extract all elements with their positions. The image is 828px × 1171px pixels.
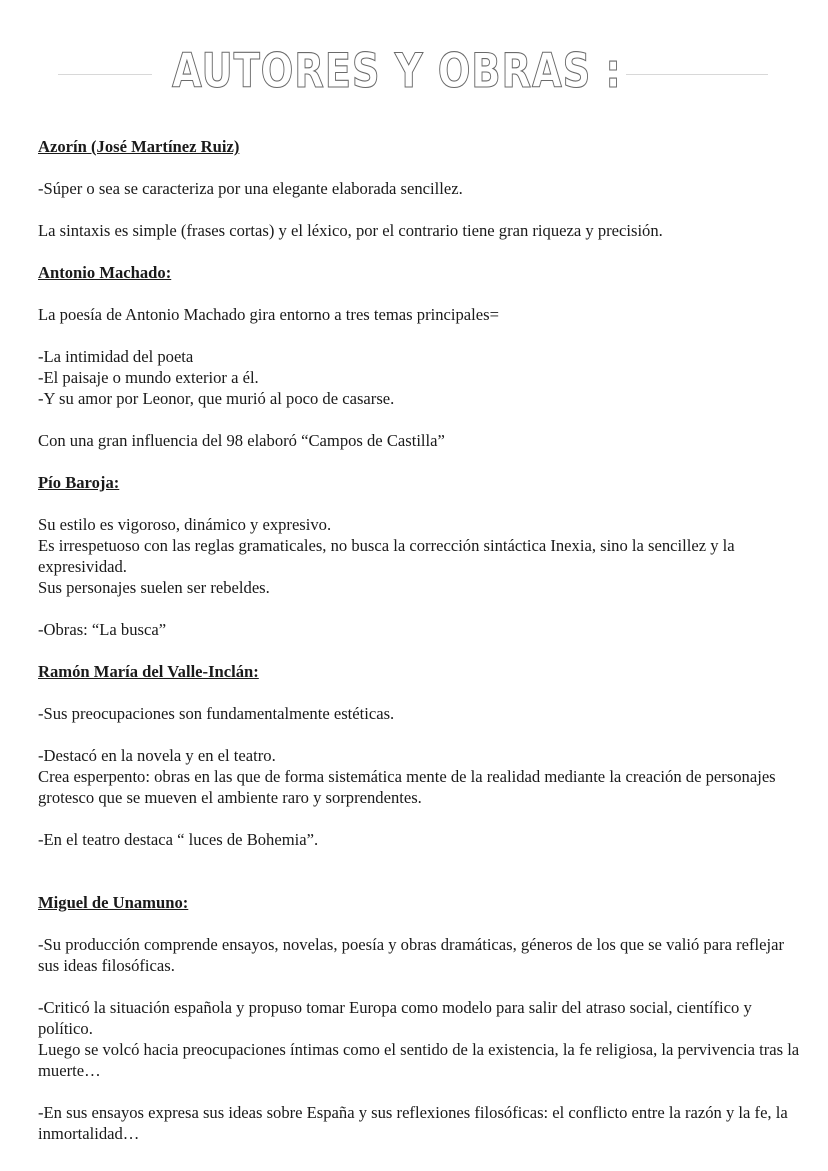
- paragraph: La sintaxis es simple (frases cortas) y el léxico, por el contrario tiene gran riqueza y precisión.: [38, 221, 663, 240]
- page-header: [0, 44, 828, 100]
- theme-list: [38, 346, 800, 409]
- text-line: Su estilo es vigoroso, dinámico y expresivo.: [38, 515, 332, 534]
- section-heading: Pío Baroja:: [38, 473, 120, 492]
- list-item: -Y su amor por Leonor, que murió al poco de casarse.: [38, 389, 395, 408]
- section-baroja: [38, 472, 800, 640]
- title-divider-left: [58, 74, 152, 75]
- paragraph: -En sus ensayos expresa sus ideas sobre España y sus reflexiones filosóficas: el conflicto entre la razón y la fe, la inmortalidad…: [38, 1103, 788, 1143]
- section-azorin: [38, 136, 800, 241]
- list-item: -La intimidad del poeta: [38, 347, 194, 366]
- paragraph: [38, 997, 800, 1081]
- section-heading: Ramón María del Valle-Inclán:: [38, 662, 259, 681]
- text-line: Es irrespetuoso con las reglas gramaticales, no busca la corrección sintáctica Inexia, sino la sencillez y la expresividad.: [38, 536, 735, 576]
- section-heading: Azorín (José Martínez Ruiz): [38, 137, 240, 156]
- paragraph: La poesía de Antonio Machado gira entorno a tres temas principales=: [38, 305, 499, 324]
- paragraph: -Obras: “La busca”: [38, 620, 167, 639]
- title-divider-right: [626, 74, 768, 75]
- list-item: -El paisaje o mundo exterior a él.: [38, 368, 259, 387]
- section-unamuno: [38, 892, 800, 1144]
- section-heading: Antonio Machado:: [38, 263, 172, 282]
- paragraph: -Sus preocupaciones son fundamentalmente estéticas.: [38, 704, 395, 723]
- paragraph: [38, 745, 800, 808]
- section-valle-inclan: [38, 661, 800, 850]
- paragraph: Con una gran influencia del 98 elaboró “Campos de Castilla”: [38, 431, 445, 450]
- page-title: AUTORES Y OBRAS :: [172, 44, 622, 99]
- text-line: Crea esperpento: obras en las que de forma sistemática mente de la realidad mediante la creación de personajes grotesco que se mueven el ambiente raro y sorprendentes.: [38, 767, 776, 807]
- paragraph: -Súper o sea se caracteriza por una elegante elaborada sencillez.: [38, 179, 463, 198]
- document-body: [38, 136, 800, 1165]
- paragraph: -En el teatro destaca “ luces de Bohemia”.: [38, 830, 319, 849]
- section-heading: Miguel de Unamuno:: [38, 893, 189, 912]
- section-machado: [38, 262, 800, 451]
- paragraph: -Su producción comprende ensayos, novelas, poesía y obras dramáticas, géneros de los que se valió para reflejar sus ideas filosóficas.: [38, 935, 784, 975]
- text-line: -Criticó la situación española y propuso tomar Europa como modelo para salir del atraso social, científico y político.: [38, 998, 752, 1038]
- text-line: Sus personajes suelen ser rebeldes.: [38, 578, 270, 597]
- paragraph: [38, 514, 800, 598]
- text-line: Luego se volcó hacia preocupaciones íntimas como el sentido de la existencia, la fe religiosa, la pervivencia tras la muerte…: [38, 1040, 800, 1080]
- text-line: -Destacó en la novela y en el teatro.: [38, 746, 276, 765]
